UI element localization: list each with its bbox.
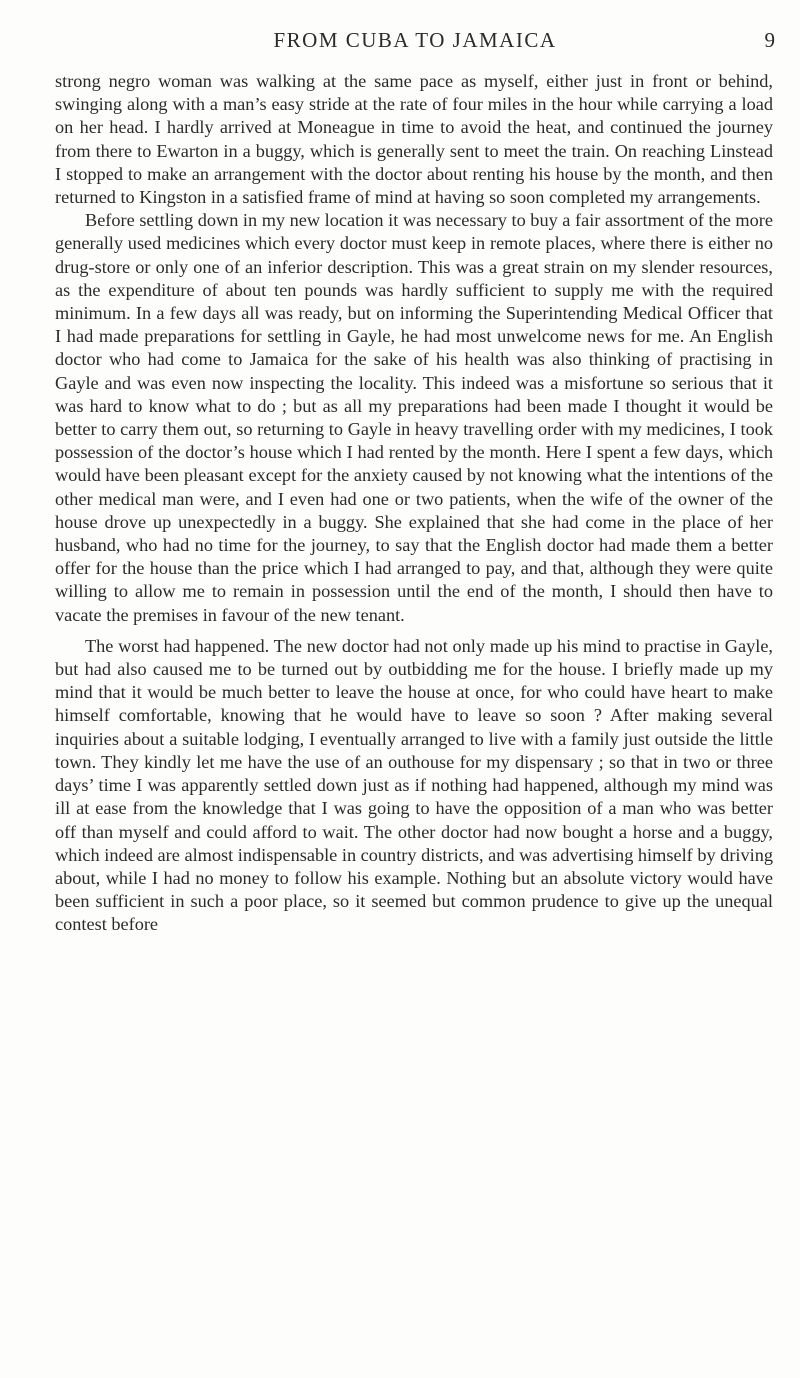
body-text <box>55 70 773 937</box>
page-header <box>55 28 775 56</box>
page-number: 9 <box>764 28 775 52</box>
paragraph-continued: strong negro woman was walking at the same pace as myself, either just in front or behind, swinging along with a man’s easy stride at the rate of four miles in the hour while carrying a load on her head. I hardly arrived at Moneague in time to avoid the heat, and continued the journey from there to Ewarton in a buggy, which is generally sent to meet the train. On reaching Linstead I stopped to make an arrangement with the doctor about renting his house by the month, and then returned to Kingston in a satisfied frame of mind at having so soon completed my arrangements. <box>55 71 773 208</box>
paragraph-worst-happened: The worst had happened. The new doctor had not only made up his mind to practise in Gayle, but had also caused me to be turned out by outbidding me for the house. I briefly made up my mind that it would be much better to leave the house at once, for who could have heart to make himself comfortable, knowing that he would have to leave so soon ? After making several inquiries about a suitable lodging, I eventually arranged to live with a family just outside the little town. They kindly let me have the use of an outhouse for my dispensary ; so that in two or three days’ time I was apparently settled down just as if nothing had happened, although my mind was ill at ease from the knowledge that I was going to have the opposition of a man who was better off than myself and could afford to wait. The other doctor had now bought a horse and a buggy, which indeed are almost indispensable in country districts, and was advertising himself by driving about, while I had no money to follow his example. Nothing but an absolute victory would have been sufficient in such a poor place, so it seemed but common prudence to give up the unequal contest before <box>55 635 773 935</box>
running-head: FROM CUBA TO JAMAICA <box>273 28 557 52</box>
paragraph-medicines: Before settling down in my new location it was necessary to buy a fair assortment of the more generally used medicines which every doctor must keep in remote places, where there is either no drug-store or only one of an inferior description. This was a great strain on my slender resources, as the expenditure of about ten pounds was hardly sufficient to supply me with the required minimum. In a few days all was ready, but on informing the Superintending Medical Officer that I had made preparations for settling in Gayle, he had most unwelcome news for me. An English doctor who had come to Jamaica for the sake of his health was also thinking of practising in Gayle and was even now inspecting the locality. This indeed was a misfortune so serious that it was hard to know what to do ; but as all my preparations had been made I thought it would be better to carry them out, so returning to Gayle in heavy travelling order with my medicines, I took possession of the doctor’s house which I had rented by the month. Here I spent a few days, which would have been pleasant except for the anxiety caused by not knowing what the intentions of the other medical man were, and I even had one or two patients, when the wife of the owner of the house drove up unexpectedly in a buggy. She explained that she had come in the place of her husband, who had no time for the journey, to say that the English doctor had made them a better offer for the house than the price which I had arranged to pay, and that, although they were quite willing to allow me to remain in possession until the end of the month, I should then have to vacate the premises in favour of the new tenant. <box>55 210 773 625</box>
